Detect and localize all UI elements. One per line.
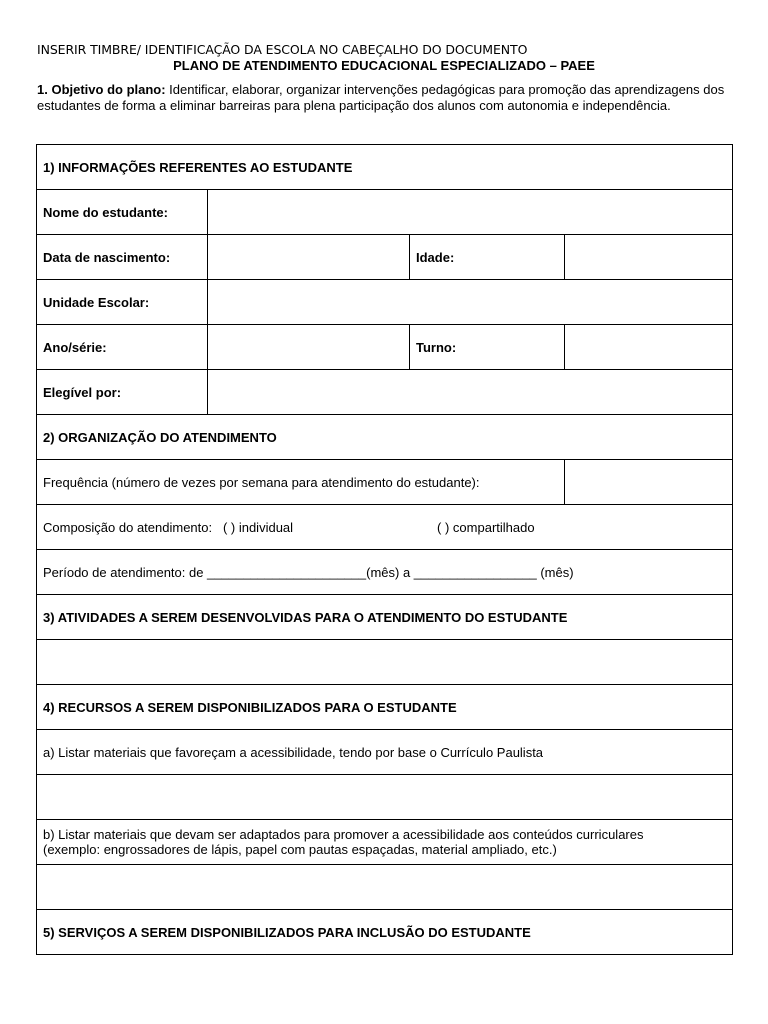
objective-paragraph [37,82,737,114]
resources-b-answer-row [37,865,733,910]
student-name-row [37,190,733,235]
period-row [37,550,733,595]
section2-header-row [37,415,733,460]
birth-date-label: Data de nascimento: [37,235,208,280]
composition-label: Composição do atendimento: [43,519,213,535]
resources-b-line1: b) Listar materiais que devam ser adaptados para promover a acessibilidade aos conteúdos curriculares [43,827,644,842]
section3-title: 3) ATIVIDADES A SEREM DESENVOLVIDAS PARA O ATENDIMENTO DO ESTUDANTE [37,595,733,640]
age-field[interactable] [565,235,733,280]
birth-date-field[interactable] [208,235,410,280]
resources-a-field[interactable] [37,775,733,820]
activities-answer-row [37,640,733,685]
document-title: PLANO DE ATENDIMENTO EDUCACIONAL ESPECIALIZADO – PAEE [173,58,595,73]
composition-row [37,505,733,550]
resources-b-label [37,820,733,865]
section1-title: 1) INFORMAÇÕES REFERENTES AO ESTUDANTE [37,145,733,190]
grade-field[interactable] [208,325,410,370]
grade-label: Ano/série: [37,325,208,370]
eligible-field[interactable] [208,370,733,415]
section2-title: 2) ORGANIZAÇÃO DO ATENDIMENTO [37,415,733,460]
activities-field[interactable] [37,640,733,685]
resources-a-answer-row [37,775,733,820]
period-cell[interactable]: Período de atendimento: de ______________________(mês) a _________________ (mês) [37,550,733,595]
section4-header-row [37,685,733,730]
composition-cell [37,505,733,550]
eligible-row [37,370,733,415]
section3-header-row [37,595,733,640]
student-name-label: Nome do estudante: [37,190,208,235]
school-unit-row [37,280,733,325]
section4-title: 4) RECURSOS A SEREM DISPONIBILIZADOS PARA O ESTUDANTE [37,685,733,730]
shift-label: Turno: [410,325,565,370]
resources-a-row [37,730,733,775]
age-label: Idade: [410,235,565,280]
objective-label: 1. Objetivo do plano: [37,82,166,97]
paee-form-table [36,144,733,955]
grade-shift-row [37,325,733,370]
frequency-field[interactable] [565,460,733,505]
birth-age-row [37,235,733,280]
frequency-label: Frequência (número de vezes por semana para atendimento do estudante): [37,460,565,505]
school-unit-field[interactable] [208,280,733,325]
eligible-label: Elegível por: [37,370,208,415]
school-unit-label: Unidade Escolar: [37,280,208,325]
option-shared[interactable]: ( ) compartilhado [437,519,535,535]
option-individual[interactable]: ( ) individual [222,519,294,535]
section5-header-row [37,910,733,955]
letterhead-note: INSERIR TIMBRE/ IDENTIFICAÇÃO DA ESCOLA NO CABEÇALHO DO DOCUMENTO [37,42,528,57]
section5-title: 5) SERVIÇOS A SEREM DISPONIBILIZADOS PARA INCLUSÃO DO ESTUDANTE [37,910,733,955]
shift-field[interactable] [565,325,733,370]
resources-b-field[interactable] [37,865,733,910]
objective-text: Identificar, elaborar, organizar intervenções pedagógicas para promoção das aprendizagens dos estudantes de forma a eliminar barreiras para plena participação dos alunos com autonomia e independência. [37,82,725,113]
resources-b-line2: (exemplo: engrossadores de lápis, papel com pautas espaçadas, material ampliado, etc.) [43,842,557,857]
section1-header-row [37,145,733,190]
resources-b-row [37,820,733,865]
student-name-field[interactable] [208,190,733,235]
resources-a-label: a) Listar materiais que favoreçam a acessibilidade, tendo por base o Currículo Paulista [37,730,733,775]
frequency-row [37,460,733,505]
